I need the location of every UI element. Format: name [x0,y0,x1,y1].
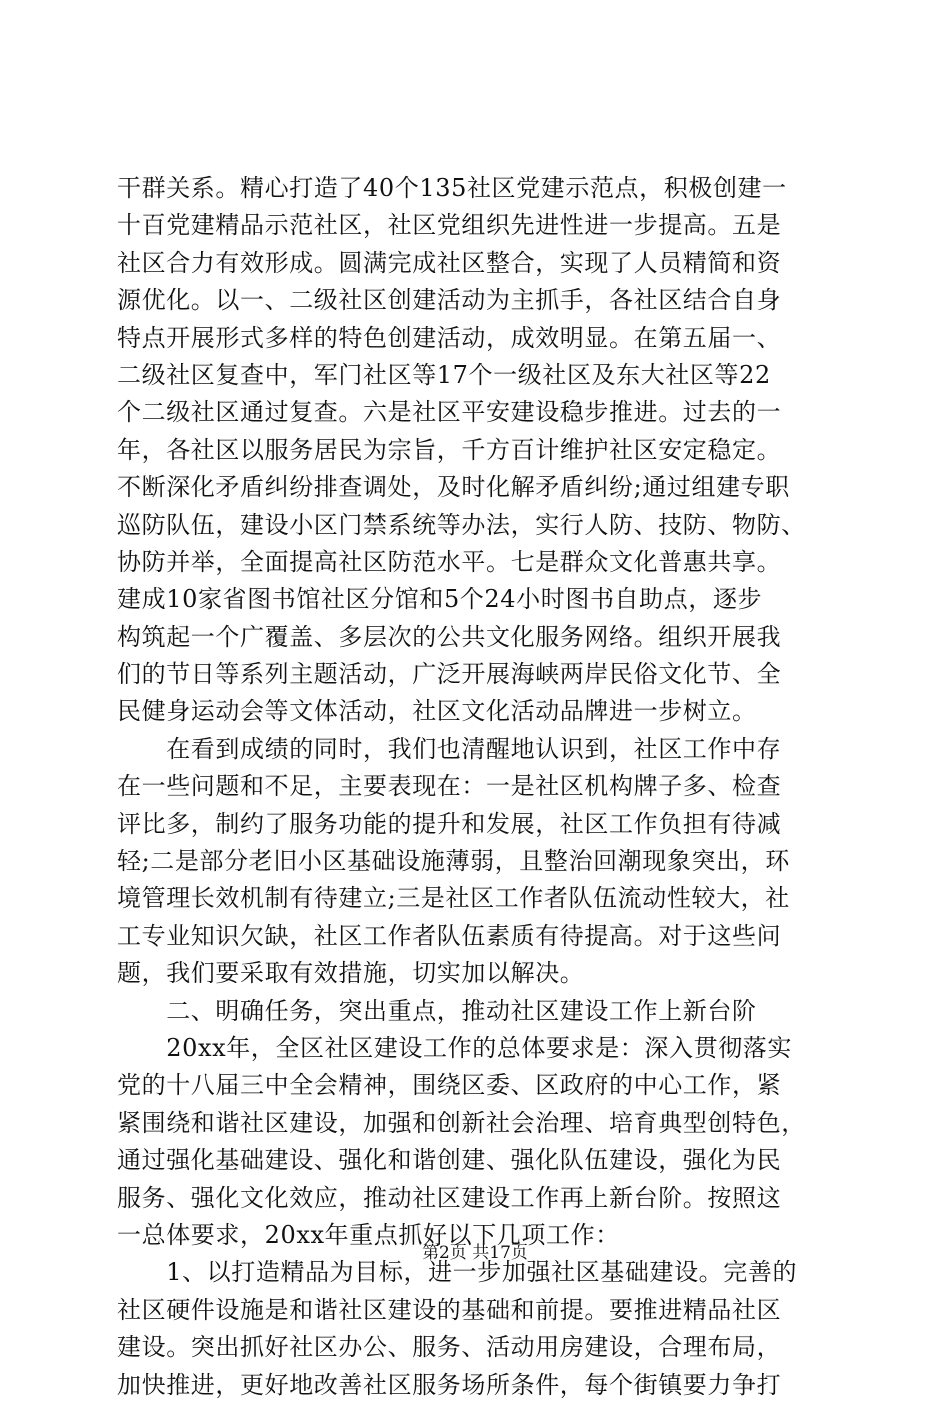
text-line: 一总体要求，20xx年重点抓好以下几项工作： [117,1220,620,1249]
page-footer: 第2页 共17页 [422,1243,528,1263]
text-line: 题，我们要采取有效措施，切实加以解决。 [117,959,585,988]
text-line: 年，各社区以服务居民为宗旨，千方百计维护社区安定稳定。 [117,435,782,464]
text-line: 通过强化基础建设、强化和谐创建、强化队伍建设，强化为民 [117,1146,782,1175]
text-line: 紧围绕和谐社区建设，加强和创新社会治理、培育典型创特色， [117,1108,806,1137]
text-line: 境管理长效机制有待建立;三是社区工作者队伍流动性较大，社 [117,884,790,913]
text-line: 二、明确任务，突出重点，推动社区建设工作上新台阶 [117,996,757,1025]
text-line: 党的十八届三中全会精神，围绕区委、区政府的中心工作，紧 [117,1071,782,1100]
text-line: 十百党建精品示范社区，社区党组织先进性进一步提高。五是 [117,211,782,240]
text-line: 巡防队伍，建设小区门禁系统等办法，实行人防、技防、物防、 [117,510,806,539]
text-line: 1、以打造精品为目标，进一步加强社区基础建设。完善的 [117,1258,798,1287]
text-line: 干群关系。精心打造了40个135社区党建示范点，积极创建一 [117,174,787,202]
text-line: 建设。突出抓好社区办公、服务、活动用房建设，合理布局， [117,1333,782,1362]
text-line: 轻;二是部分老旧小区基础设施薄弱，且整治回潮现象突出，环 [117,847,790,876]
text-line: 社区硬件设施是和谐社区建设的基础和前提。要推进精品社区 [117,1295,782,1324]
text-line: 个二级社区通过复查。六是社区平安建设稳步推进。过去的一 [117,398,782,427]
body-text [117,170,837,1404]
text-line: 不断深化矛盾纠纷排查调处，及时化解矛盾纠纷;通过组建专职 [117,473,790,502]
text-line: 社区合力有效形成。圆满完成社区整合，实现了人员精简和资 [117,248,782,277]
text-line: 协防并举，全面提高社区防范水平。七是群众文化普惠共享。 [117,547,782,576]
text-line: 构筑起一个广覆盖、多层次的公共文化服务网络。组织开展我 [117,622,782,651]
text-line: 源优化。以一、二级社区创建活动为主抓手，各社区结合自身 [117,286,782,315]
text-line: 特点开展形式多样的特色创建活动，成效明显。在第五届一、 [117,323,782,352]
text-line: 加快推进，更好地改善社区服务场所条件，每个街镇要力争打 [117,1370,782,1399]
text-line: 评比多，制约了服务功能的提升和发展，社区工作负担有待减 [117,809,782,838]
text-line: 在一些问题和不足，主要表现在：一是社区机构牌子多、检查 [117,772,782,801]
text-line: 20xx年，全区社区建设工作的总体要求是：深入贯彻落实 [117,1033,793,1062]
text-line: 在看到成绩的同时，我们也清醒地认识到，社区工作中存 [117,734,782,763]
text-line: 工专业知识欠缺，社区工作者队伍素质有待提高。对于这些问 [117,921,782,950]
text-line: 们的节日等系列主题活动，广泛开展海峡两岸民俗文化节、全 [117,660,782,689]
text-line: 服务、强化文化效应，推动社区建设工作再上新台阶。按照这 [117,1183,782,1212]
text-line: 民健身运动会等文体活动，社区文化活动品牌进一步树立。 [117,697,757,726]
text-line: 建成10家省图书馆社区分馆和5个24小时图书自助点，逐步 [117,585,763,614]
text-line: 二级社区复查中，军门社区等17个一级社区及东大社区等22 [117,360,771,389]
